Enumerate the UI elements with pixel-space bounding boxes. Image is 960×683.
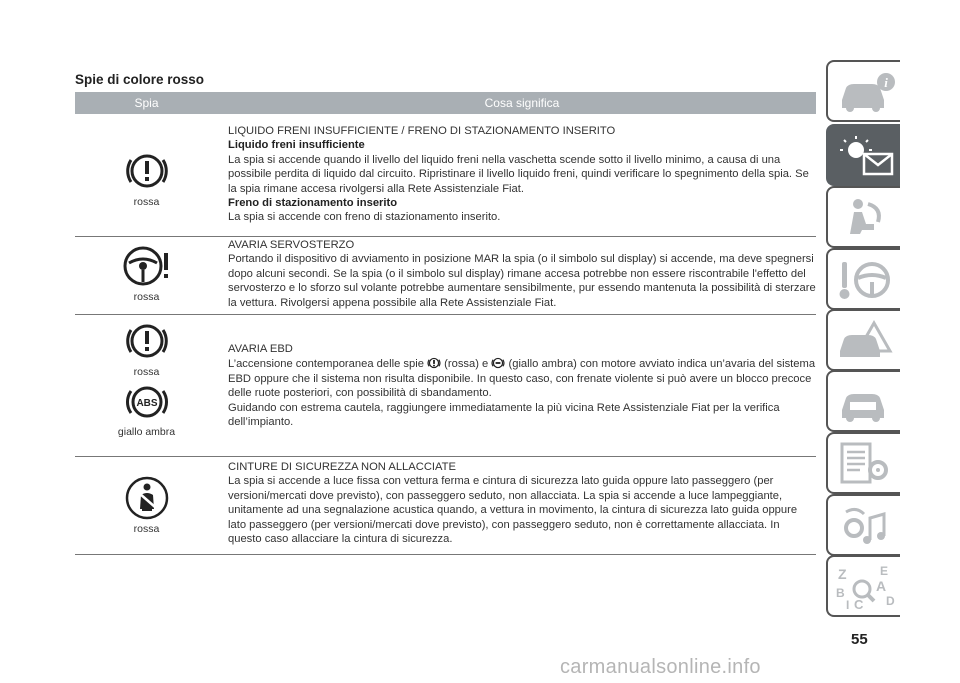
document-gear-icon [834,440,896,488]
row-text: Guidando con estrema cautela, raggiungere immediatamente la più vicina Rete Assistenziale Fiat per la verifica dell’impianto. [228,401,780,429]
row-text: Portando il dispositivo di avviamento in posizione MAR la spia (o il simbolo sul display) si accende, ma deve spegnersi dopo alcuni secondi. Se la spia (o il simbolo sul display) rimane accesa potrebbe non essere riscontrabile l'effetto del servosterzo e lo sforzo sul volante potrebbe aumentare sensibilmente, pur essendo mantenuta la possibilità di sterzare la vettura. Rivolgersi appena possibile alla Rete Assistenziale Fiat. [228,253,816,309]
watermark: carmanualsonline.info [560,656,761,678]
row-text: La spia si accende quando il livello del liquido freni nella vaschetta scende sotto il livello minimo, a causa di una possibile perdita di liquido dal circuito. Ripristinare il livello liquido freni, quindi verificare lo spegnimento della spia. Se la spia rimane accesa rivolgersi alla Rete Assistenziale Fiat. [228,153,809,195]
side-tab-car-info[interactable] [826,60,900,122]
index-letter: D [886,594,895,608]
index-letter: C [854,597,864,612]
row-subheading: Liquido freni insufficiente [228,139,365,152]
steering-warning-icon [121,243,173,289]
side-tab-starting-driving[interactable] [826,248,900,310]
row-text: La spia si accende a luce fissa con vettura ferma e cintura di sicurezza lato guida oppure lato passeggero (per versioni/mercati dove previsto), con passeggero seduto, non allacciata. La spia si accende a luce lampeggiante, unitamente ad una segnalazione acustica quando, a vettura in movimento, la cintura di sicurezza lato guida oppure lato passeggero (per versioni/mercati dove previsto), con passeggero seduto, non è correttamente allacciata. In questo caso allacciare la cintura di sicurezza. [228,475,798,546]
magnifier-icon [854,581,870,597]
abs-inline-icon [491,356,505,370]
index-letter: A [876,578,887,594]
index-letter: Z [838,566,847,582]
row-heading: AVARIA SERVOSTERZO [228,239,355,251]
alphabetical-index-icon [834,563,896,615]
icon-caption: rossa [133,196,160,208]
row-text: L’accensione contemporanea delle spie (rossa) e (giallo ambra) con motore avviato indica un’avaria del sistema EBD oppure che il sistema non risulta disponibile. In questo caso, con frenate violente si può avere un blocco precoce delle ruote posteriori, con possibilità di sbandamento. [228,358,816,400]
table-row [75,237,816,315]
table-row [75,315,816,457]
section-title: Spie di colore rosso [75,72,205,87]
abs-label: ABS [135,398,158,409]
row-heading: CINTURE DI SICUREZZA NON ALLACCIATE [228,461,456,473]
svg-text:i: i [884,75,888,90]
table-header [75,92,816,114]
index-letter: I [846,598,850,612]
multimedia-icon [834,502,896,550]
table-row [75,118,816,237]
brake-warning-icon [124,148,170,194]
icon-caption: rossa [133,523,160,535]
car-info-icon [834,68,896,116]
brake-warning-inline-icon [427,356,441,370]
side-tab-emergency[interactable] [826,309,900,371]
icon-caption: rossa [133,291,160,303]
seatbelt-warning-icon [124,475,170,521]
car-breakdown-icon [834,317,896,365]
icon-caption: rossa [133,366,160,378]
abs-icon [124,380,170,424]
side-tab-safety[interactable] [826,186,900,248]
index-letter: E [880,564,889,578]
row-heading: AVARIA EBD [228,343,293,355]
header-cosa-significa: Cosa significa [484,96,560,110]
side-tab-technical-data[interactable] [826,432,900,494]
side-tab-index[interactable] [826,555,900,617]
icon-caption: giallo ambra [117,426,176,438]
index-letter: B [836,586,845,600]
row-subheading: Freno di stazionamento inserito [228,197,398,210]
car-maintenance-icon [834,378,896,426]
side-tab-multimedia[interactable] [826,494,900,556]
header-spia: Spia [134,96,159,110]
brake-warning-icon [124,318,170,364]
row-text: La spia si accende con freno di stazionamento inserito. [228,211,501,224]
row-heading: LIQUIDO FRENI INSUFFICIENTE / FRENO DI STAZIONAMENTO INSERITO [228,125,616,137]
page-number: 55 [851,631,868,648]
table-row [75,457,816,555]
side-tab-maintenance[interactable] [826,370,900,432]
warning-light-message-icon [834,132,896,180]
seat-airbag-icon [834,194,896,242]
side-tab-warning-lights[interactable] [826,124,900,186]
key-steering-wheel-icon [834,256,896,304]
